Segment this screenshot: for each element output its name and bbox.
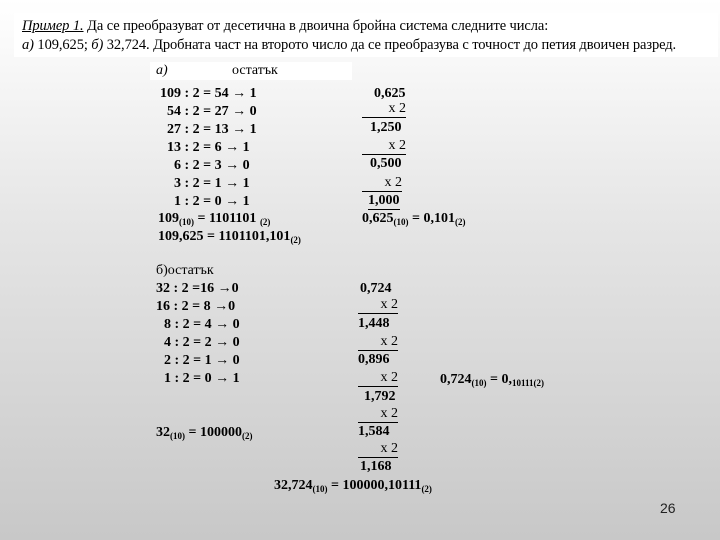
division-row: 6 : 2 = 3 → 0 <box>174 158 250 173</box>
problem-line-2 <box>22 36 676 54</box>
part-b-full-result: $32,724_{(10)} = 100000,10111_{(2)}$ <box>274 478 432 494</box>
fraction-value: 1,168 <box>360 459 392 474</box>
problem-line-1-text: Да се преобразуват от десетична в двоична бройна система следните числа: <box>83 18 549 34</box>
fraction-value: 1,250 <box>370 120 402 135</box>
multiplier: x 2 <box>362 101 406 118</box>
multiplier: x 2 <box>362 175 402 192</box>
part-a-marker: а) <box>22 37 34 53</box>
fraction-value: 1,000 <box>368 193 400 208</box>
division-row: 16 : 2 = 8 →0 <box>156 299 236 314</box>
division-row: 8 : 2 = 4 → 0 <box>164 317 240 332</box>
division-row: 2 : 2 = 1 → 0 <box>164 353 240 368</box>
multiplier: x 2 <box>358 441 398 458</box>
division-row: 1 : 2 = 0 → 1 <box>174 194 250 209</box>
part-b-label: б)остатък <box>156 263 214 278</box>
multiplier: x 2 <box>358 406 398 423</box>
part-a-label: а) <box>156 63 168 78</box>
part-a-fraction-result: $0,625_{(10)} = 0,101_{(2)}$ <box>362 211 466 227</box>
fraction-value: 1,584 <box>358 424 390 439</box>
division-row: 54 : 2 = 27 → 0 <box>167 104 257 119</box>
division-row: 13 : 2 = 6 → 1 <box>167 140 250 155</box>
example-label: Пример 1. <box>22 18 84 34</box>
problem-line-1 <box>22 17 548 35</box>
remainder-column-title: остатък <box>232 63 278 78</box>
part-a-number: 109,625; <box>33 37 92 53</box>
part-b-text: 32,724. Дробната част на второто число да се преобразува с точност до петия двоичен разред. <box>103 37 677 53</box>
part-a-integer-result: $109_{(10)} = 1101101$ $_{(2)}$ <box>158 211 271 227</box>
fraction-value: 0,896 <box>358 352 390 367</box>
part-b-integer-result: $32_{(10)} = 100000_{(2)}$ <box>156 425 253 441</box>
division-row: 1 : 2 = 0 → 1 <box>164 371 240 386</box>
page-number: 26 <box>660 500 676 516</box>
multiplier: x 2 <box>362 138 406 155</box>
division-row: 27 : 2 = 13 → 1 <box>167 122 257 137</box>
fraction-value: 0,724 <box>360 281 392 296</box>
fraction-value: 0,500 <box>370 156 402 171</box>
problem-statement <box>14 13 718 57</box>
division-row: 109 : 2 = 54 → 1 <box>160 86 257 101</box>
multiplier: x 2 <box>358 334 398 351</box>
fraction-value: 0,625 <box>374 86 406 101</box>
fraction-value: 1,448 <box>358 316 390 331</box>
division-row: 3 : 2 = 1 → 1 <box>174 176 250 191</box>
part-b-fraction-result: $0,724_{(10)} = 0,_{10111(2)}$ <box>440 372 544 388</box>
fraction-value: 1,792 <box>364 389 396 404</box>
division-row: 32 : 2 =16 →0 <box>156 281 239 296</box>
multiplier: x 2 <box>358 370 398 387</box>
part-a-full-result: $109,625 = 1101101,101_{(2)}$ <box>158 229 301 245</box>
part-b-marker: б) <box>91 37 104 53</box>
division-row: 4 : 2 = 2 → 0 <box>164 335 240 350</box>
multiplier: x 2 <box>358 297 398 314</box>
